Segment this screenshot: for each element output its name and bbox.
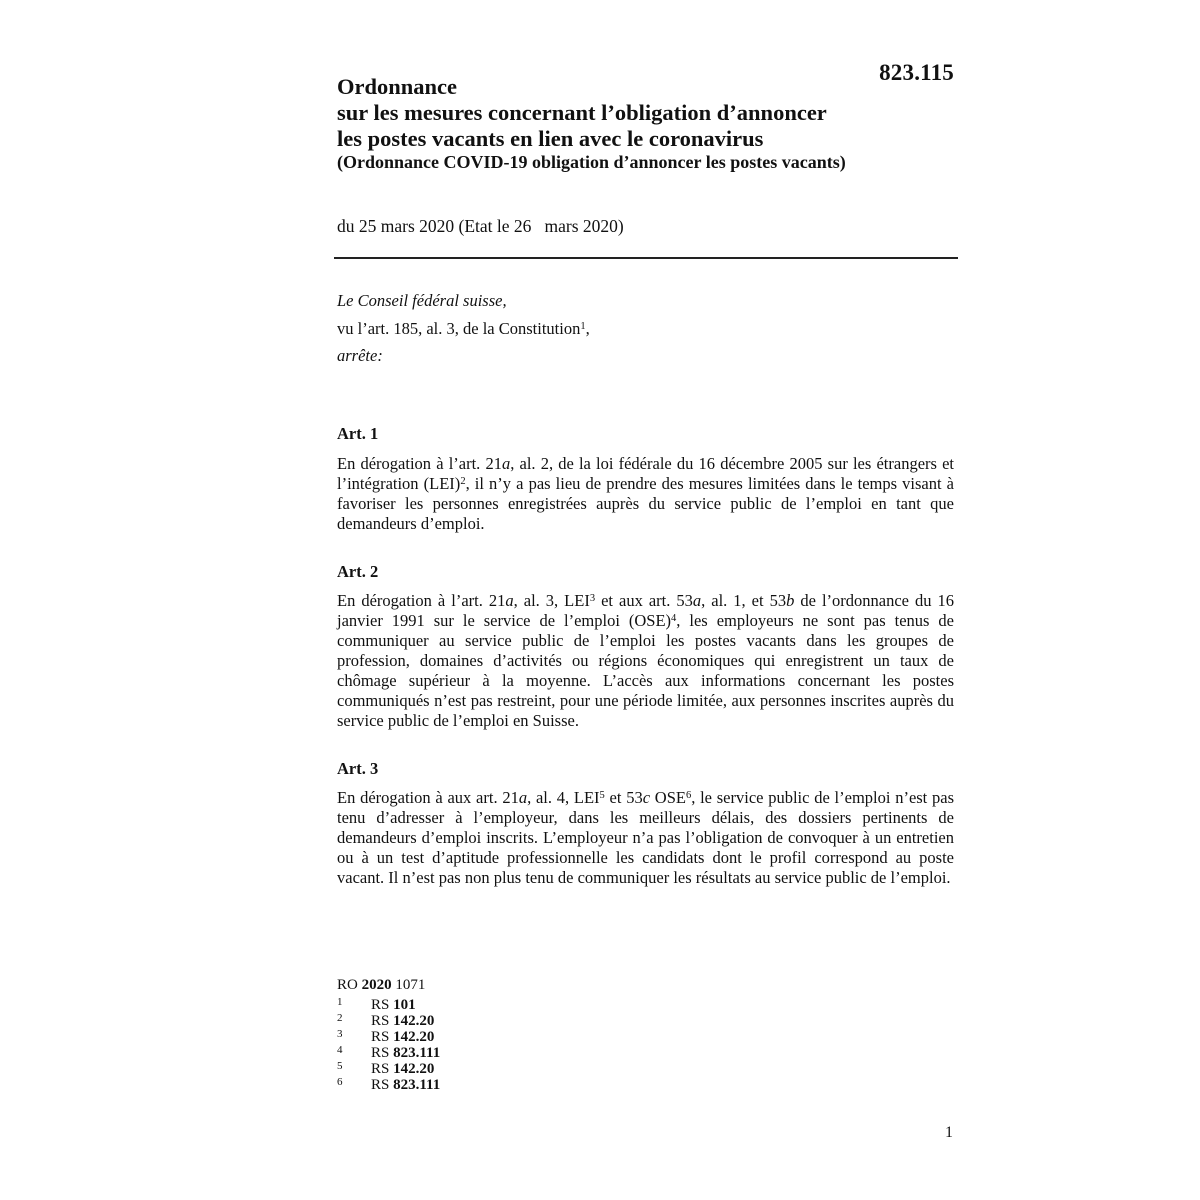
footnote-ref: 6 bbox=[685, 790, 692, 801]
footnote-prefix: RS bbox=[371, 997, 390, 1013]
article-text: En dérogation à l’art. 21 bbox=[337, 454, 502, 473]
article-body bbox=[337, 788, 954, 888]
footnote-number: 1 bbox=[337, 996, 343, 1008]
article-body bbox=[337, 591, 954, 731]
footnote-number: 2 bbox=[337, 1012, 343, 1024]
date-line: du 25 mars 2020 (Etat le 26 mars 2020) bbox=[337, 216, 624, 236]
title-line: sur les mesures concernant l’obligation d’annoncer bbox=[337, 100, 827, 125]
footnote-prefix: RS bbox=[371, 1013, 390, 1029]
preamble-basis bbox=[337, 315, 590, 343]
footnote-number: 6 bbox=[337, 1076, 343, 1088]
footnote-prefix: RS bbox=[371, 1045, 390, 1061]
ro-page: 1071 bbox=[395, 977, 426, 993]
article-text: En dérogation à aux art. 21 bbox=[337, 788, 519, 807]
title-line: Ordonnance bbox=[337, 74, 458, 99]
article-text-italic: a bbox=[501, 454, 511, 473]
ro-reference bbox=[337, 977, 425, 994]
footnote-ref: 2 bbox=[460, 476, 466, 487]
title-line: les postes vacants en lien avec le coronavirus bbox=[337, 126, 764, 151]
article-text: , al. 4, LEI bbox=[527, 788, 600, 807]
preamble-decree: arrête: bbox=[337, 346, 383, 365]
ordinance-title bbox=[337, 74, 937, 152]
preamble-basis-text: vu l’art. 185, al. 3, de la Constitution bbox=[337, 318, 581, 338]
sr-number: 823.115 bbox=[879, 60, 954, 85]
preamble-basis-end: , bbox=[585, 318, 590, 338]
footnote-citation: 142.20 bbox=[393, 1029, 435, 1045]
article-text: , il n’y a pas lieu de prendre des mesures limitées dans le temps visant à favoriser les personnes enregistrées auprès du service public de l’emploi en tant que demandeurs d’emploi. bbox=[337, 474, 954, 533]
footnote-ref: 4 bbox=[671, 613, 677, 624]
footnote-citation: 142.20 bbox=[393, 1013, 435, 1029]
article-text: de l’ordonnance du 16 janvier 1991 sur le service de l’emploi (OSE) bbox=[337, 591, 955, 630]
footnote-ref: 1 bbox=[580, 320, 586, 332]
article-text: En dérogation à l’art. 21 bbox=[337, 591, 506, 610]
article-body bbox=[337, 454, 954, 534]
short-title: (Ordonnance COVID-19 obligation d’annoncer les postes vacants) bbox=[337, 152, 846, 172]
article-text-italic: a bbox=[692, 591, 702, 610]
article-text: OSE bbox=[650, 788, 686, 807]
article-text: , al. 1, et 53 bbox=[701, 591, 787, 610]
footnote-citation: 101 bbox=[393, 997, 416, 1013]
article-text-italic: a bbox=[518, 788, 528, 807]
preamble bbox=[337, 287, 590, 370]
footnote-ref: 3 bbox=[589, 593, 596, 604]
article-heading: Art. 3 bbox=[337, 759, 379, 778]
article-text: , le service public de l’emploi n’est pas tenu d’adresser à l’employeur, dans les meilleurs délais, des dossiers pertinents de demandeurs d’emploi inscrits. L’employeur n’a pas l’obligation de convoquer à un entretien ou à un test d’aptitude professionnelle les candidats dont le profil correspond au poste vacant. Il n’est pas non plus tenu de communiquer les résultats au service public de l’emploi. bbox=[337, 788, 955, 887]
article-text-italic: a bbox=[505, 591, 514, 610]
article-text: , al. 3, LEI bbox=[513, 591, 590, 610]
footnote-citation: 823.111 bbox=[393, 1077, 441, 1093]
article-text: et 53 bbox=[604, 788, 643, 807]
footnote-citation: 142.20 bbox=[393, 1061, 435, 1077]
ro-prefix: RO bbox=[337, 977, 358, 993]
footnote-citation: 823.111 bbox=[393, 1045, 441, 1061]
footnote-number: 5 bbox=[337, 1060, 343, 1072]
article-text: , les employeurs ne sont pas tenus de communiquer au service public de l’emploi les postes vacants dans les groupes de profession, domaines d’activités ou régions économiques qui enregistrent un taux de chômage supérieur à la moyenne. L’accès aux informations concernant les postes communiqués n’est pas restreint, pour une période limitée, aux personnes inscrites auprès du service public de l’emploi en Suisse. bbox=[337, 611, 954, 730]
article-text: et aux art. 53 bbox=[595, 591, 693, 610]
footnote-prefix: RS bbox=[371, 1077, 390, 1093]
page-number: 1 bbox=[945, 1124, 953, 1141]
article-heading: Art. 2 bbox=[337, 562, 379, 581]
article-heading: Art. 1 bbox=[337, 424, 379, 443]
preamble-authority: Le Conseil fédéral suisse, bbox=[337, 291, 507, 310]
footnote-number: 3 bbox=[337, 1028, 343, 1040]
footnote-number: 4 bbox=[337, 1044, 343, 1056]
footnote-prefix: RS bbox=[371, 1029, 390, 1045]
footnote-prefix: RS bbox=[371, 1061, 390, 1077]
ro-year: 2020 bbox=[361, 977, 392, 993]
header-divider bbox=[334, 257, 958, 259]
footnote-ref: 5 bbox=[599, 790, 605, 801]
article-text: , al. 2, de la loi fédérale du 16 décembre 2005 sur les étrangers et l’intégration (LEI) bbox=[337, 454, 954, 493]
article-text-italic: c bbox=[642, 788, 651, 807]
article-text-italic: b bbox=[786, 591, 795, 610]
